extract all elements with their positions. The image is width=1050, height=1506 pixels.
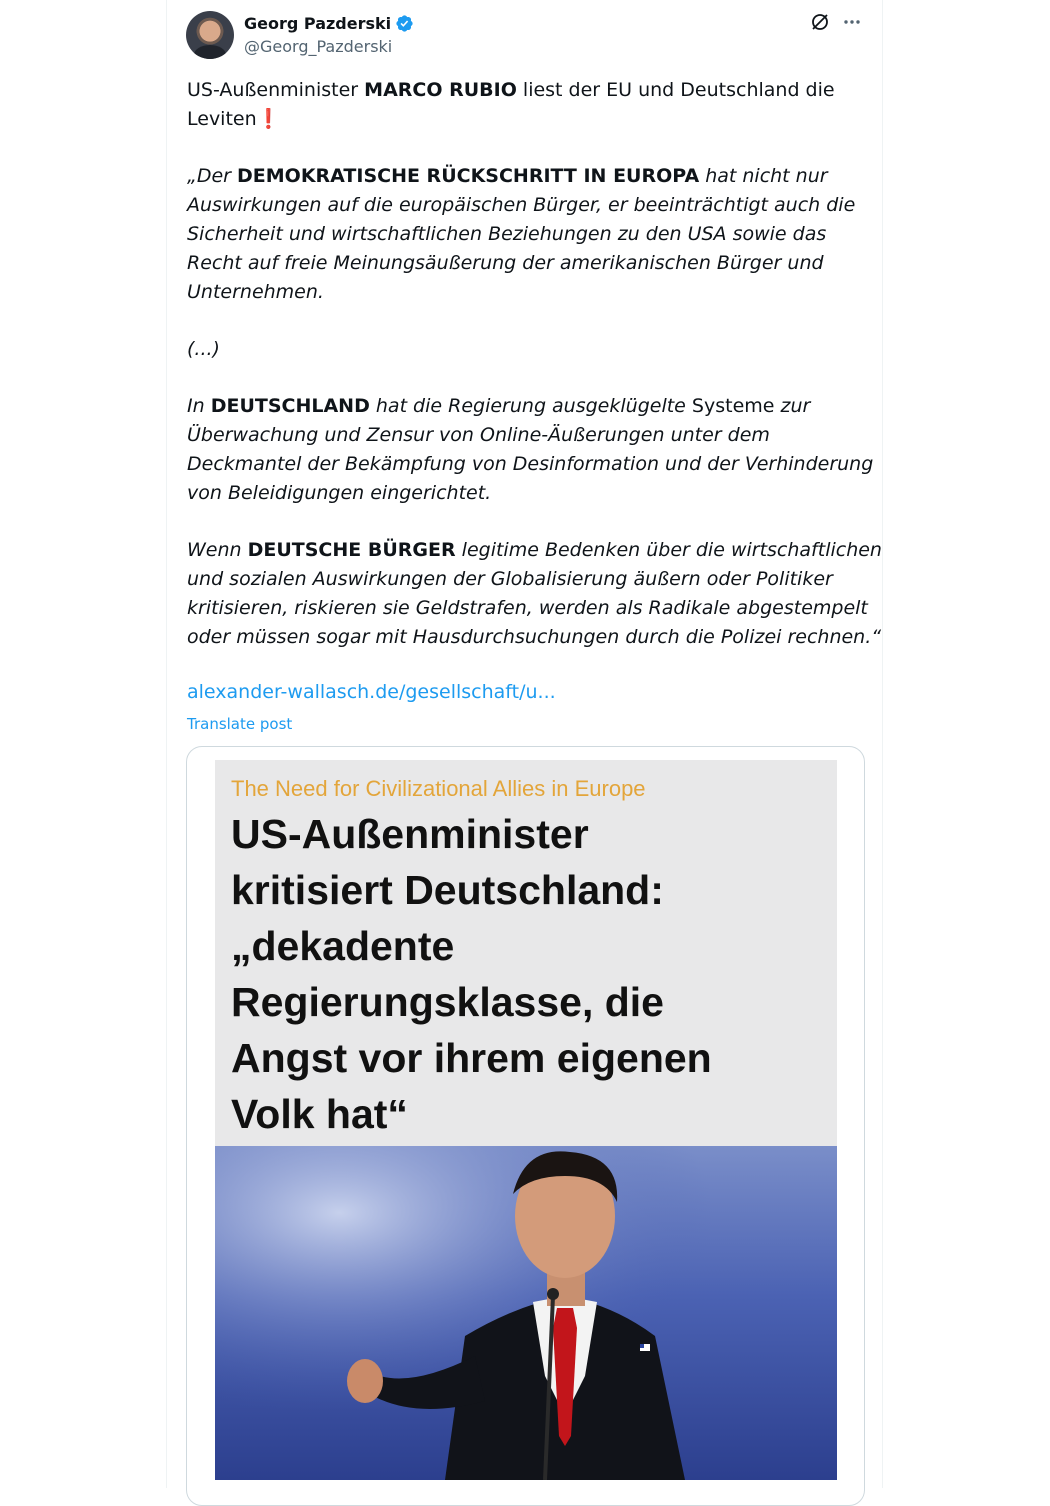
text-segment: legitime Bedenken über die wirtschaftlichen [455,539,882,561]
text-segment: Systeme [685,395,775,417]
text-segment: hat nicht nur [699,165,828,187]
card-headline [231,806,831,1142]
card-kicker: The Need for Civilizational Allies in Europe [231,776,646,801]
text-segment: hat die Regierung ausgeklügelte [369,395,686,417]
article-link[interactable]: alexander-wallasch.de/gesellschaft/u... [187,681,556,703]
avatar[interactable] [186,11,234,59]
translate-post-button[interactable]: Translate post [187,715,293,733]
exclamation-emoji: ❗ [256,108,281,130]
post-paragraph-5 [187,536,882,652]
text-bold: DEUTSCHLAND [210,395,370,417]
user-name[interactable]: Georg Pazderski [244,13,392,33]
post-paragraph-1 [187,76,867,134]
headline-line: „dekadente [231,923,455,969]
text-line: und sozialen Auswirkungen der Globalisierung äußern oder Politiker [187,568,833,590]
headline-line: Angst vor ihrem eigenen [231,1035,712,1081]
text-line: (...) [187,338,220,360]
verified-badge-icon [395,14,414,33]
text-line: kritisieren, riskieren sie Geldstrafen, werden als Radikale abgestempelt [187,597,868,619]
tweet [166,0,883,1488]
text-segment: „Der [187,165,238,187]
user-handle[interactable]: @Georg_Pazderski [244,37,393,56]
text-line: oder müssen sogar mit Hausdurchsuchungen durch die Polizei rechnen.“ [187,626,882,648]
grok-icon[interactable] [810,12,830,32]
headline-line: Regierungsklasse, die [231,979,664,1025]
text-line: von Beleidigungen eingerichtet. [187,482,492,504]
text-segment: In [187,395,211,417]
text-bold: MARCO RUBIO [364,79,517,101]
headline-line: Volk hat“ [231,1091,408,1137]
link-preview-card[interactable] [186,746,865,1506]
card-headline-box [215,760,837,1146]
headline-line: kritisiert Deutschland: [231,867,664,913]
card-image [215,760,837,1480]
post-paragraph-2 [187,162,867,307]
text-line: Sicherheit und wirtschaftlichen Beziehungen zu den USA sowie das [187,223,827,245]
text-line: Auswirkungen auf die europäischen Bürger, er beeinträchtigt auch die [187,194,856,216]
post-paragraph-4 [187,392,874,508]
text-line: Überwachung und Zensur von Online-Äußerungen unter dem [187,424,770,446]
speaker-photo [215,1146,837,1480]
text-segment: liest der EU und Deutschland die [516,79,835,101]
text-bold: DEMOKRATISCHE RÜCKSCHRITT IN EUROPA [237,165,700,187]
text-segment: US-Außenminister [187,79,365,101]
text-line: Recht auf freie Meinungsäußerung der amerikanischen Bürger und [187,252,824,274]
text-line: Unternehmen. [187,281,324,303]
post-paragraph-3 [187,335,867,364]
top-actions [810,12,862,32]
user-info [244,12,414,56]
headline-line: US-Außenminister [231,811,589,857]
text-segment: Leviten [187,108,257,130]
text-segment: zur [774,395,811,417]
text-bold: DEUTSCHE BÜRGER [247,539,456,561]
text-segment: Wenn [187,539,248,561]
text-line: Deckmantel der Bekämpfung von Desinformation und der Verhinderung [187,453,874,475]
more-options-icon[interactable] [842,12,862,32]
